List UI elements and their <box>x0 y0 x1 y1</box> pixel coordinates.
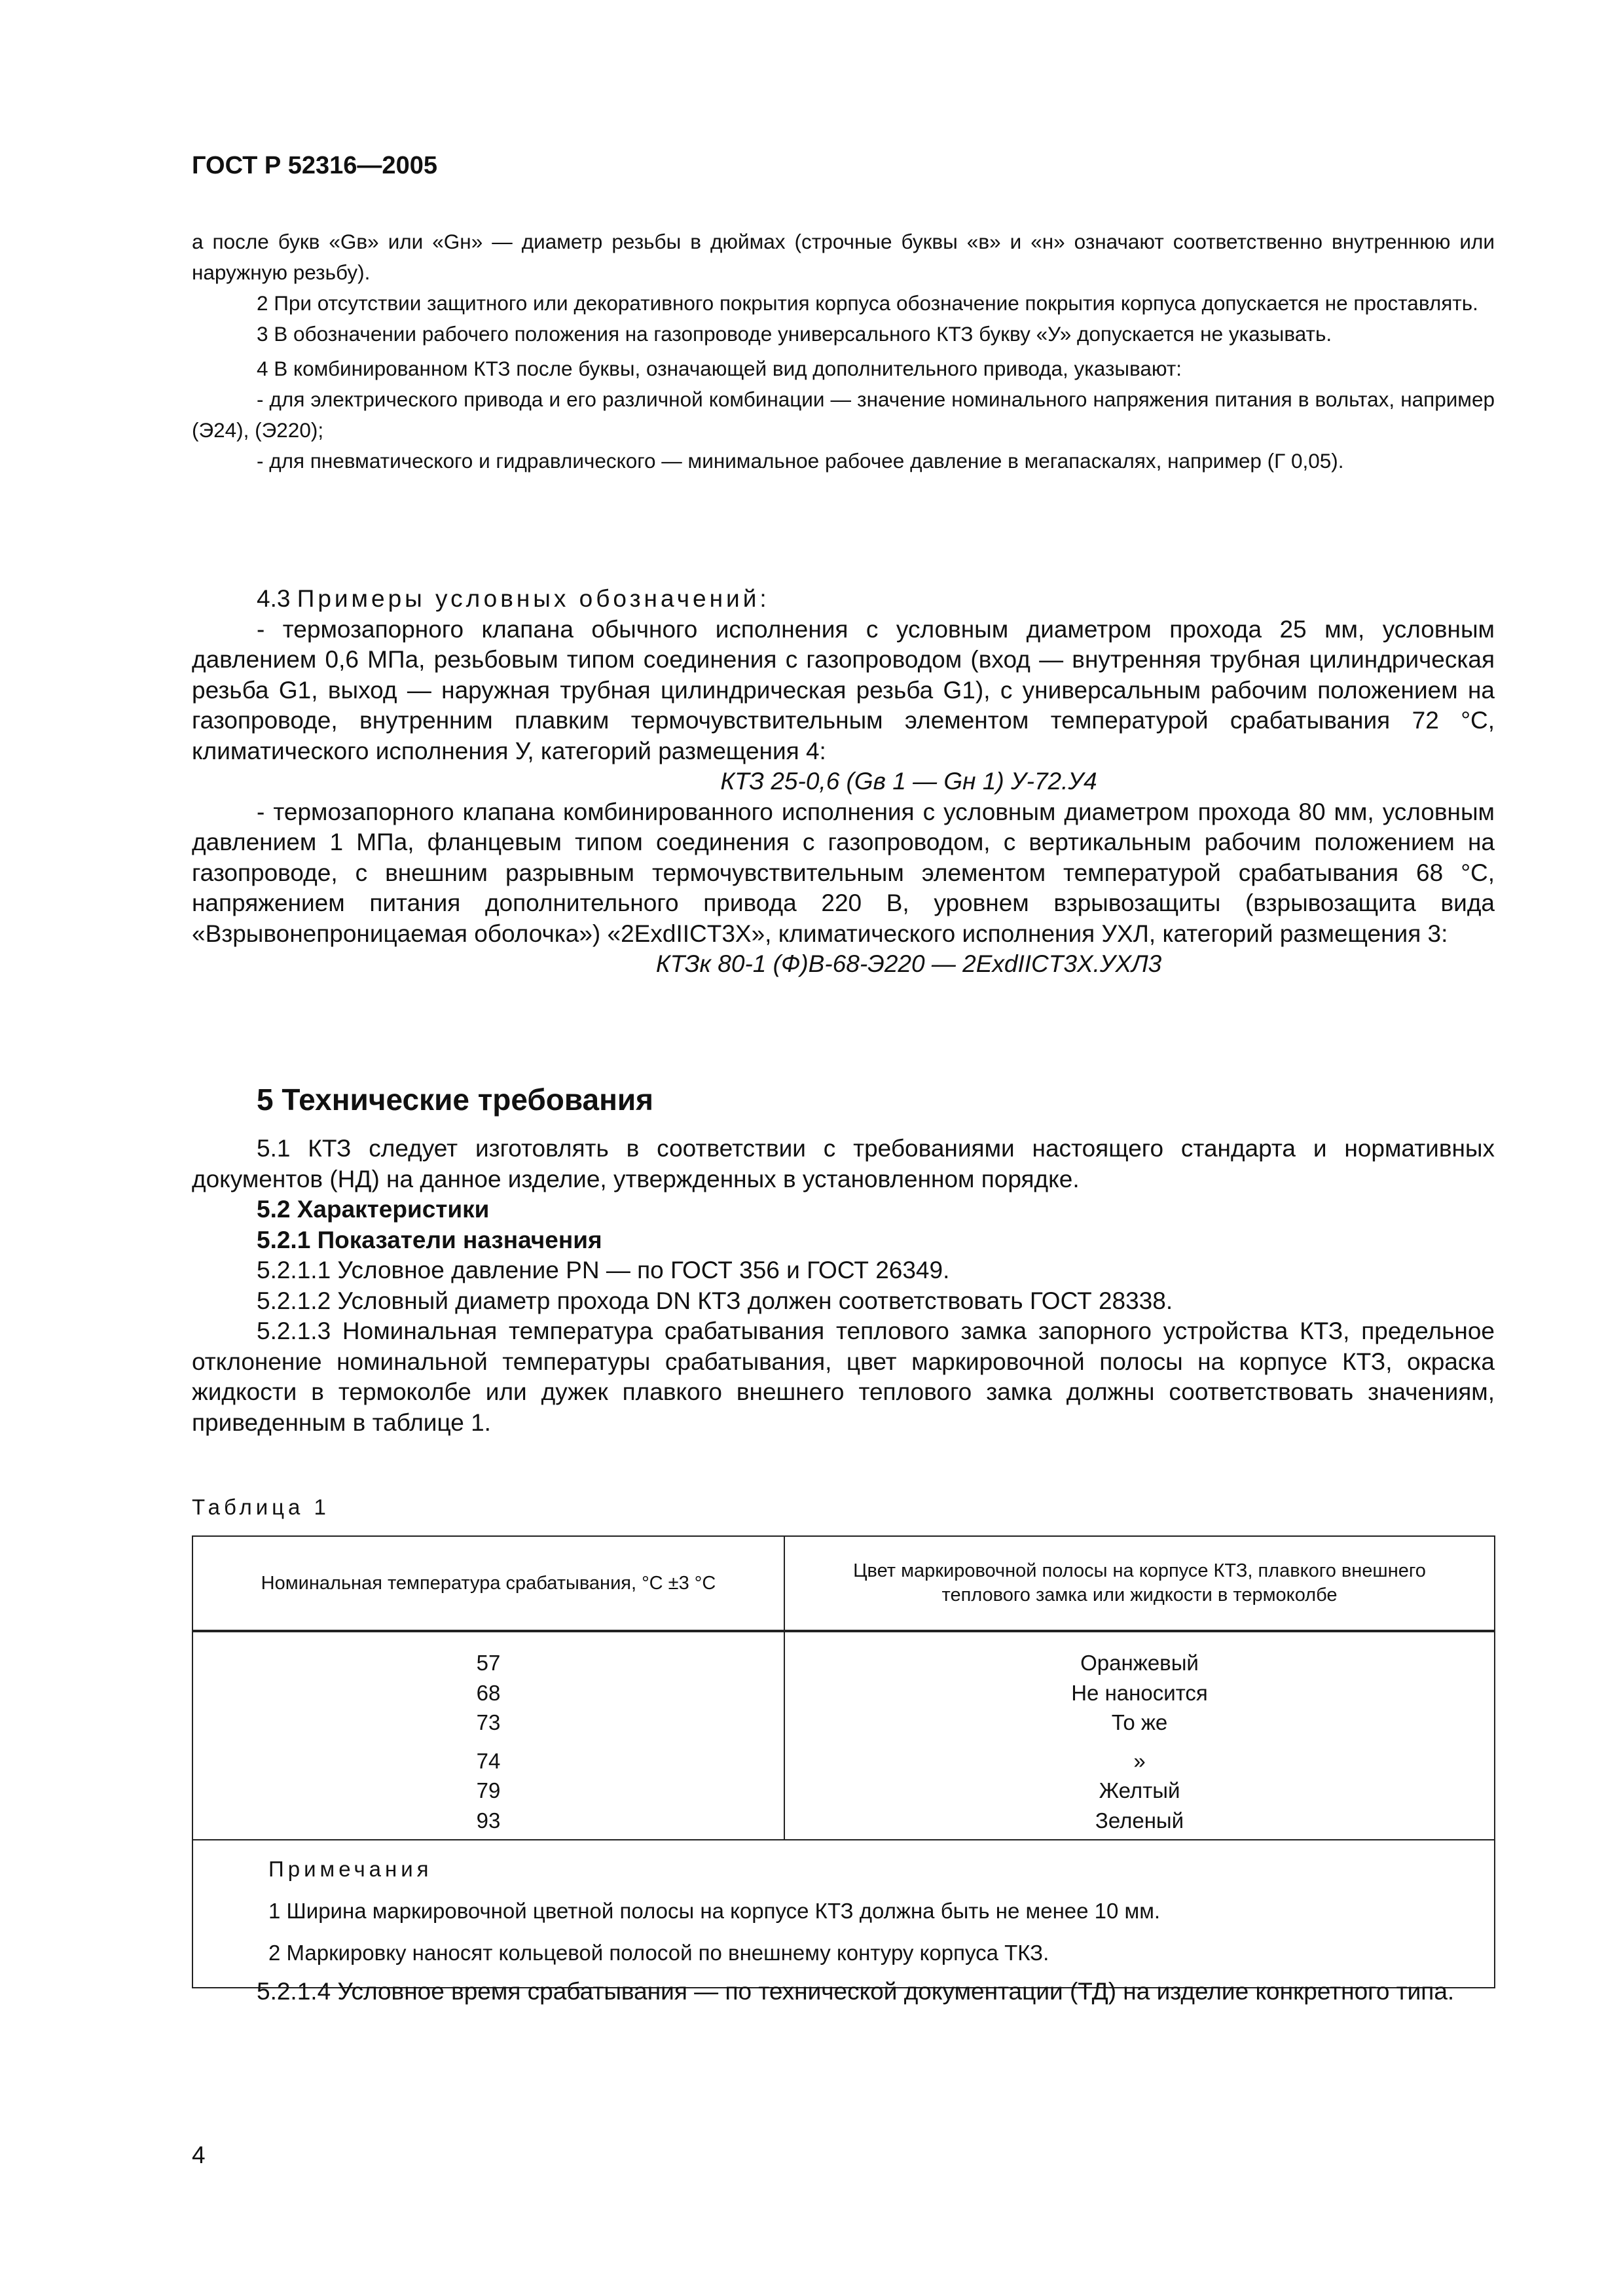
table-1 <box>192 1535 1495 1988</box>
note-paragraph: 2 При отсутствии защитного или декоративного покрытия корпуса обозначение покрытия корпуса допускается не проставлять. <box>257 291 1478 315</box>
note-paragraph: а после букв «Gв» или «Gн» — диаметр резьбы в дюймах (строчные буквы «в» и «н» означают соответственно внутреннюю или наружную резьбу). <box>192 230 1495 284</box>
color-value: Зеленый <box>1095 1808 1184 1833</box>
temperature-cell <box>192 1631 784 1738</box>
column-header: Номинальная температура срабатывания, °С ±3 °С <box>192 1536 784 1631</box>
color-cell <box>784 1738 1495 1840</box>
example-paragraph: - термозапорного клапана комбинированного исполнения с условным диаметром прохода 80 мм, условным давлением 1 МПа, фланцевым типом соединения с газопроводом, с вертикальным рабочим положением на газопроводе, с внешним разрывным термочувствительным элементом температурой срабатывания 68 °С, напряжением питания дополнительного привода 220 В, уровнем взрывозащиты (взрывозащита вида «Взрывонепроницаемая оболочка») «2ExdIICT3X», климатического исполнения УХЛ, категорий размещения 3: <box>192 798 1495 947</box>
temperature-value: 93 <box>476 1808 501 1833</box>
clause-heading: 5.2 Характеристики <box>257 1196 490 1223</box>
section-5-2-1-4 <box>192 1977 1495 2007</box>
table-notes-row <box>192 1840 1495 1988</box>
note-paragraph: - для электрического привода и его различной комбинации — значение номинального напряжения питания в вольтах, например (Э24), (Э220); <box>192 387 1495 442</box>
color-value: Оранжевый <box>1080 1651 1199 1675</box>
temperature-cell <box>192 1738 784 1840</box>
table-header-row <box>192 1536 1495 1631</box>
table-note: 1 Ширина маркировочной цветной полосы на корпусе КТЗ должна быть не менее 10 мм. <box>268 1899 1161 1923</box>
section-5 <box>192 1081 1495 1438</box>
note-paragraph: 3 В обозначении рабочего положения на газопроводе универсального КТЗ букву «У» допускается не указывать. <box>257 322 1332 346</box>
color-value: Желтый <box>1099 1778 1180 1803</box>
clause-paragraph: 5.2.1.3 Номинальная температура срабатывания теплового замка запорного устройства КТЗ, предельное отклонение номинальной температуры срабатывания, цвет маркировочной полосы на корпусе КТЗ, окраска жидкости в термоколбе или дужек плавкого внешнего теплового замка должны соответствовать значениям, приведенным в таблице 1. <box>192 1318 1495 1436</box>
note-paragraph: - для пневматического и гидравлического — минимальное рабочее давление в мегапаскалях, например (Г 0,05). <box>257 449 1344 473</box>
table-caption: Таблица 1 <box>192 1495 330 1519</box>
example-paragraph: - термозапорного клапана обычного исполнения с условным диаметром прохода 25 мм, условным давлением 0,6 МПа, резьбовым типом соединения с газопроводом (вход — внутренняя трубная цилиндрическая резьба G1, выход — наружная трубная цилиндрическая резьба G1), с универсальным рабочим положением на газопроводе, внутренним плавким термочувствительным элементом температурой срабатывания 72 °С, климатического исполнения У, категорий размещения 4: <box>192 615 1495 764</box>
color-cell <box>784 1631 1495 1738</box>
column-header: Цвет маркировочной полосы на корпусе КТЗ, плавкого внешнего теплового замка или жидкости в термоколбе <box>784 1536 1495 1631</box>
temperature-value: 79 <box>476 1778 501 1803</box>
standard-number: ГОСТ Р 52316—2005 <box>192 152 437 179</box>
temperature-value: 74 <box>476 1748 501 1773</box>
notes-continued <box>192 226 1495 476</box>
color-value: Не наносится <box>1071 1680 1208 1705</box>
clause-paragraph: 5.2.1.2 Условный диаметр прохода DN КТЗ должен соответствовать ГОСТ 28338. <box>257 1287 1173 1314</box>
section-4-3-heading <box>192 584 1495 615</box>
section-title: Примеры условных обозначений: <box>297 585 770 612</box>
temperature-value: 73 <box>476 1710 501 1734</box>
temperature-value: 68 <box>476 1680 501 1705</box>
clause-paragraph: 5.1 КТЗ следует изготовлять в соответствии с требованиями настоящего стандарта и нормативных документов (НД) на данное изделие, утвержденных в установленном порядке. <box>192 1135 1495 1193</box>
note-paragraph: 4 В комбинированном КТЗ после буквы, означающей вид дополнительного привода, указывают: <box>257 357 1182 380</box>
table-notes-title: Примечания <box>268 1857 433 1881</box>
clause-heading: 5.2.1 Показатели назначения <box>257 1226 602 1253</box>
temperature-value: 57 <box>476 1651 501 1675</box>
section-4-3 <box>192 584 1495 980</box>
table-notes-cell <box>192 1840 1495 1988</box>
designation-formula: КТЗ 25-0,6 (Gв 1 — Gн 1) У-72.У4 <box>720 768 1097 795</box>
table-note: 2 Маркировку наносят кольцевой полосой по внешнему контуру корпуса ТКЗ. <box>268 1941 1049 1965</box>
color-value: То же <box>1111 1710 1168 1734</box>
clause-paragraph: 5.2.1.4 Условное время срабатывания — по технической документации (ТД) на изделие конкретного типа. <box>257 1978 1455 2005</box>
table-row <box>192 1738 1495 1840</box>
section-number: 4.3 <box>257 585 291 612</box>
designation-formula: КТЗк 80-1 (Ф)В-68-Э220 — 2ExdIICT3X.УХЛ3 <box>655 950 1162 977</box>
section-heading: 5 Технические требования <box>257 1083 653 1117</box>
table-row <box>192 1631 1495 1738</box>
color-value: » <box>1133 1748 1146 1773</box>
clause-paragraph: 5.2.1.1 Условное давление PN — по ГОСТ 356 и ГОСТ 26349. <box>257 1257 950 1283</box>
page-number: 4 <box>192 2142 206 2168</box>
